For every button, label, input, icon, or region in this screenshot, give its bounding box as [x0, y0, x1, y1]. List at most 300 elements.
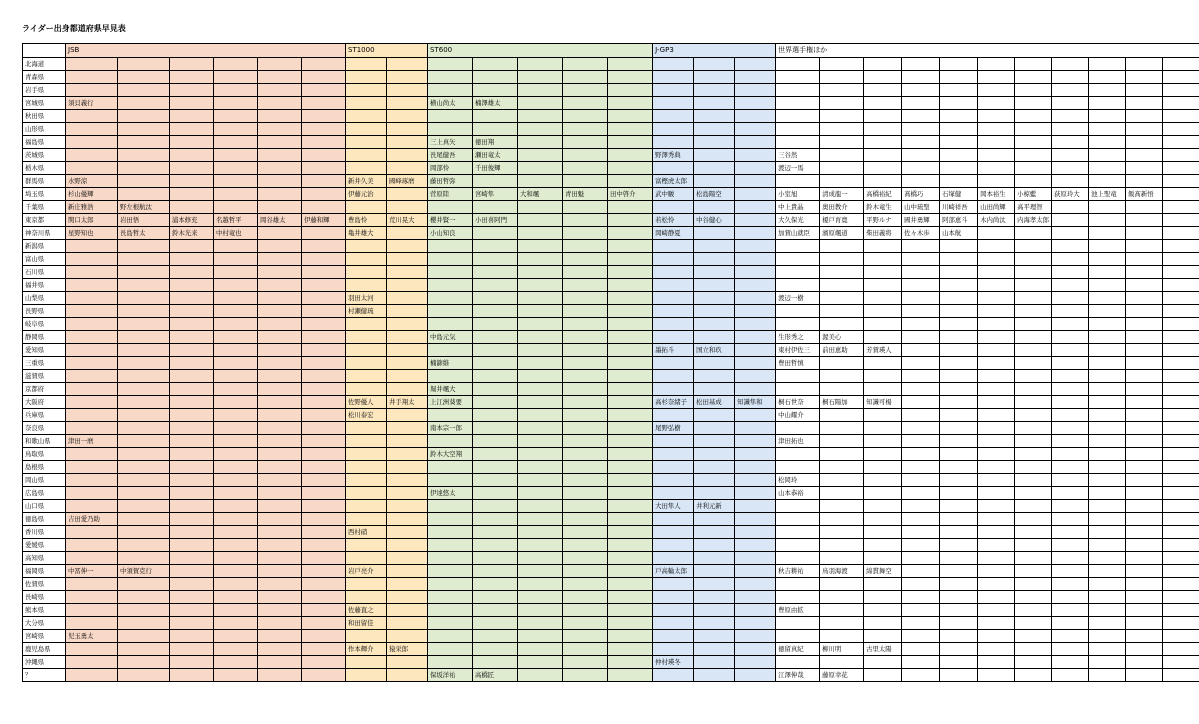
rider-cell	[1015, 253, 1052, 266]
rider-cell	[820, 500, 864, 513]
rider-cell	[735, 500, 776, 513]
rider-cell	[978, 71, 1015, 84]
rider-cell	[1089, 539, 1126, 552]
rider-cell	[563, 422, 608, 435]
rider-cell	[214, 565, 258, 578]
rider-cell	[608, 409, 653, 422]
rider-cell	[302, 201, 346, 214]
rider-cell	[735, 227, 776, 240]
rider-cell	[940, 513, 978, 526]
rider-cell	[170, 513, 214, 526]
rider-cell	[214, 240, 258, 253]
rider-cell: 桐石世奈	[776, 396, 820, 409]
prefecture-cell: 滋賀県	[23, 370, 66, 383]
rider-cell	[902, 175, 940, 188]
rider-cell	[118, 552, 170, 565]
rider-cell	[258, 513, 302, 526]
rider-cell	[214, 487, 258, 500]
rider-cell: 名越哲平	[214, 214, 258, 227]
rider-cell	[387, 461, 428, 474]
rider-cell	[735, 552, 776, 565]
prefecture-cell: 岐阜県	[23, 318, 66, 331]
rider-cell	[864, 253, 902, 266]
rider-cell: 藤原幸花	[820, 669, 864, 682]
rider-cell	[258, 279, 302, 292]
rider-cell	[258, 630, 302, 643]
rider-cell	[170, 357, 214, 370]
rider-cell	[978, 565, 1015, 578]
rider-cell	[563, 292, 608, 305]
rider-cell	[66, 58, 118, 71]
rider-cell	[1126, 513, 1163, 526]
rider-cell	[346, 591, 387, 604]
rider-cell	[776, 266, 820, 279]
table-row	[23, 500, 1199, 513]
rider-cell	[563, 591, 608, 604]
rider-cell	[1015, 162, 1052, 175]
rider-cell	[258, 305, 302, 318]
rider-cell	[214, 513, 258, 526]
rider-cell	[902, 461, 940, 474]
rider-cell	[735, 604, 776, 617]
rider-cell	[608, 162, 653, 175]
rider-cell	[694, 84, 735, 97]
rider-cell	[1089, 383, 1126, 396]
prefecture-cell: 奈良県	[23, 422, 66, 435]
rider-cell	[302, 227, 346, 240]
rider-cell	[170, 552, 214, 565]
rider-cell	[170, 331, 214, 344]
rider-cell	[1126, 240, 1163, 253]
rider-cell	[1163, 292, 1199, 305]
rider-cell	[258, 422, 302, 435]
table-row	[23, 214, 1199, 227]
rider-cell	[978, 513, 1015, 526]
rider-cell	[820, 630, 864, 643]
rider-cell	[1163, 253, 1199, 266]
table-row	[23, 201, 1199, 214]
rider-cell	[518, 656, 563, 669]
rider-cell	[735, 331, 776, 344]
rider-cell	[1052, 461, 1089, 474]
rider-cell: 尾野弘樹	[653, 422, 694, 435]
rider-cell	[387, 565, 428, 578]
rider-cell	[346, 318, 387, 331]
table-row	[23, 630, 1199, 643]
rider-cell	[1089, 461, 1126, 474]
rider-cell	[473, 357, 518, 370]
rider-cell	[214, 266, 258, 279]
rider-cell	[66, 331, 118, 344]
rider-cell	[1089, 240, 1126, 253]
rider-cell	[428, 253, 473, 266]
rider-cell	[302, 565, 346, 578]
rider-cell	[820, 266, 864, 279]
rider-cell	[735, 71, 776, 84]
rider-cell	[170, 110, 214, 123]
rider-cell: 石塚健	[940, 188, 978, 201]
rider-cell	[428, 578, 473, 591]
table-row	[23, 97, 1199, 110]
rider-cell	[735, 149, 776, 162]
rider-cell	[473, 539, 518, 552]
rider-cell	[978, 643, 1015, 656]
rider-cell	[258, 409, 302, 422]
rider-cell	[118, 71, 170, 84]
header-row	[23, 44, 1199, 58]
rider-cell	[978, 344, 1015, 357]
rider-cell	[653, 643, 694, 656]
rider-cell	[1089, 110, 1126, 123]
rider-cell	[1052, 305, 1089, 318]
rider-cell	[66, 110, 118, 123]
rider-cell	[518, 474, 563, 487]
rider-cell	[258, 162, 302, 175]
rider-cell	[66, 240, 118, 253]
table-row	[23, 461, 1199, 474]
rider-cell	[694, 383, 735, 396]
rider-cell	[1126, 279, 1163, 292]
rider-cell	[735, 669, 776, 682]
rider-cell	[940, 266, 978, 279]
rider-cell	[118, 149, 170, 162]
rider-cell	[735, 175, 776, 188]
rider-cell	[776, 383, 820, 396]
rider-cell	[473, 84, 518, 97]
prefecture-cell: 香川県	[23, 526, 66, 539]
rider-cell	[518, 552, 563, 565]
rider-cell	[518, 396, 563, 409]
rider-cell	[735, 279, 776, 292]
prefecture-cell: 鳥取県	[23, 448, 66, 461]
series-header: J-GP3	[653, 44, 776, 58]
rider-cell	[518, 266, 563, 279]
table-row	[23, 539, 1199, 552]
rider-cell	[518, 149, 563, 162]
rider-cell	[1015, 565, 1052, 578]
rider-cell	[563, 84, 608, 97]
rider-cell	[902, 110, 940, 123]
prefecture-cell: 大阪府	[23, 396, 66, 409]
rider-cell	[258, 669, 302, 682]
rider-cell	[1126, 136, 1163, 149]
rider-cell	[387, 266, 428, 279]
rider-cell	[1015, 318, 1052, 331]
rider-cell	[902, 565, 940, 578]
rider-cell	[776, 240, 820, 253]
rider-cell	[387, 227, 428, 240]
rider-cell: 前田恵助	[820, 344, 864, 357]
rider-cell	[735, 578, 776, 591]
rider-cell: 南本宗一郎	[428, 422, 473, 435]
prefecture-cell: 愛媛県	[23, 539, 66, 552]
prefecture-cell: 秋田県	[23, 110, 66, 123]
rider-cell	[428, 461, 473, 474]
rider-cell	[735, 487, 776, 500]
rider-cell	[735, 565, 776, 578]
rider-cell	[1015, 474, 1052, 487]
rider-cell	[170, 643, 214, 656]
rider-cell: 和田留佳	[346, 617, 387, 630]
rider-cell	[940, 175, 978, 188]
prefecture-cell: 兵庫県	[23, 409, 66, 422]
rider-cell: 浦本修充	[170, 214, 214, 227]
rider-cell	[302, 84, 346, 97]
rider-cell	[214, 578, 258, 591]
rider-cell	[694, 71, 735, 84]
rider-cell	[473, 552, 518, 565]
rider-cell	[387, 448, 428, 461]
rider-cell	[473, 565, 518, 578]
rider-cell	[608, 656, 653, 669]
rider-cell	[118, 656, 170, 669]
rider-cell	[694, 617, 735, 630]
rider-cell	[1126, 578, 1163, 591]
rider-cell	[563, 305, 608, 318]
rider-cell	[66, 474, 118, 487]
rider-cell	[978, 240, 1015, 253]
rider-cell	[608, 318, 653, 331]
rider-cell	[978, 110, 1015, 123]
rider-cell	[66, 149, 118, 162]
table-row	[23, 370, 1199, 383]
rider-cell	[118, 500, 170, 513]
rider-cell	[653, 318, 694, 331]
rider-cell: 中島元気	[428, 331, 473, 344]
rider-cell	[820, 136, 864, 149]
prefecture-cell: 長野県	[23, 305, 66, 318]
rider-cell	[653, 201, 694, 214]
rider-cell	[1015, 539, 1052, 552]
table-row	[23, 318, 1199, 331]
rider-cell	[902, 630, 940, 643]
rider-cell	[428, 370, 473, 383]
prefecture-cell: 高知県	[23, 552, 66, 565]
rider-cell	[940, 435, 978, 448]
rider-cell	[1089, 266, 1126, 279]
rider-cell	[1052, 591, 1089, 604]
rider-cell	[66, 383, 118, 396]
rider-cell	[864, 266, 902, 279]
rider-cell	[864, 435, 902, 448]
rider-cell	[66, 669, 118, 682]
rider-cell	[902, 162, 940, 175]
rider-cell	[118, 370, 170, 383]
rider-cell	[346, 240, 387, 253]
prefecture-cell: 福島県	[23, 136, 66, 149]
rider-cell: 國峰琢磨	[387, 175, 428, 188]
rider-cell	[170, 84, 214, 97]
rider-cell	[302, 487, 346, 500]
rider-cell	[735, 110, 776, 123]
rider-cell	[563, 136, 608, 149]
table-row	[23, 643, 1199, 656]
rider-cell	[118, 162, 170, 175]
rider-cell	[1015, 357, 1052, 370]
rider-cell	[1163, 97, 1199, 110]
rider-cell	[820, 474, 864, 487]
rider-cell	[473, 474, 518, 487]
rider-cell	[258, 331, 302, 344]
rider-cell	[820, 97, 864, 110]
rider-cell	[1126, 331, 1163, 344]
rider-cell	[1089, 630, 1126, 643]
rider-cell	[428, 266, 473, 279]
rider-cell	[735, 305, 776, 318]
rider-cell	[518, 305, 563, 318]
rider-cell	[694, 136, 735, 149]
rider-cell	[346, 669, 387, 682]
prefecture-cell: 長崎県	[23, 591, 66, 604]
rider-cell	[1089, 396, 1126, 409]
rider-cell	[214, 279, 258, 292]
rider-cell	[1163, 617, 1199, 630]
rider-cell: 高平理智	[1015, 201, 1052, 214]
rider-cell	[694, 578, 735, 591]
rider-cell	[346, 539, 387, 552]
rider-cell	[1163, 71, 1199, 84]
rider-cell: 保坂洋祐	[428, 669, 473, 682]
table-row	[23, 149, 1199, 162]
rider-cell	[428, 58, 473, 71]
rider-cell	[1163, 240, 1199, 253]
rider-cell	[518, 409, 563, 422]
rider-cell	[473, 370, 518, 383]
rider-cell: 中村竜也	[214, 227, 258, 240]
rider-cell	[387, 474, 428, 487]
rider-cell	[1089, 305, 1126, 318]
rider-cell	[1163, 383, 1199, 396]
rider-cell	[978, 227, 1015, 240]
rider-cell	[170, 71, 214, 84]
rider-cell	[302, 110, 346, 123]
rider-cell	[735, 58, 776, 71]
rider-cell	[66, 357, 118, 370]
rider-cell	[608, 500, 653, 513]
rider-cell	[1015, 591, 1052, 604]
rider-cell: 西村硝	[346, 526, 387, 539]
rider-cell	[387, 318, 428, 331]
rider-cell	[473, 513, 518, 526]
prefecture-cell: 北海道	[23, 58, 66, 71]
rider-cell	[653, 474, 694, 487]
rider-cell	[1052, 214, 1089, 227]
rider-cell	[694, 357, 735, 370]
rider-cell: 豊原由拡	[776, 604, 820, 617]
rider-cell	[473, 656, 518, 669]
series-header: ST600	[428, 44, 653, 58]
rider-cell	[1126, 396, 1163, 409]
rider-cell	[1163, 149, 1199, 162]
rider-cell	[428, 604, 473, 617]
rider-cell	[346, 435, 387, 448]
rider-cell	[1015, 149, 1052, 162]
rider-cell	[902, 643, 940, 656]
rider-cell	[1163, 370, 1199, 383]
rider-cell	[66, 656, 118, 669]
rider-cell	[66, 500, 118, 513]
rider-cell	[1126, 435, 1163, 448]
rider-cell	[118, 357, 170, 370]
table-row	[23, 617, 1199, 630]
rider-cell: 上江洲葵要	[428, 396, 473, 409]
rider-cell	[653, 305, 694, 318]
rider-cell	[864, 461, 902, 474]
rider-cell	[118, 591, 170, 604]
rider-cell	[694, 305, 735, 318]
rider-cell	[118, 305, 170, 318]
rider-cell	[1015, 461, 1052, 474]
rider-cell	[1163, 630, 1199, 643]
rider-cell: 山本恭裕	[776, 487, 820, 500]
rider-cell	[428, 591, 473, 604]
rider-cell: 松岡玲	[776, 474, 820, 487]
rider-cell	[902, 253, 940, 266]
rider-cell	[346, 513, 387, 526]
rider-cell	[864, 162, 902, 175]
table-row	[23, 396, 1199, 409]
rider-cell	[1052, 513, 1089, 526]
rider-cell	[518, 253, 563, 266]
rider-cell	[1015, 656, 1052, 669]
rider-cell	[978, 500, 1015, 513]
rider-cell	[978, 422, 1015, 435]
rider-cell	[473, 305, 518, 318]
table-row	[23, 162, 1199, 175]
prefecture-cell: 福岡県	[23, 565, 66, 578]
prefecture-cell: 東京都	[23, 214, 66, 227]
rider-cell	[1126, 71, 1163, 84]
rider-cell	[1052, 630, 1089, 643]
rider-cell	[66, 409, 118, 422]
rider-cell	[1126, 487, 1163, 500]
rider-cell: 新井久美	[346, 175, 387, 188]
rider-cell	[1052, 58, 1089, 71]
rider-cell	[258, 448, 302, 461]
rider-cell	[940, 305, 978, 318]
rider-cell	[694, 58, 735, 71]
rider-cell	[864, 500, 902, 513]
table-row	[23, 435, 1199, 448]
rider-cell	[428, 201, 473, 214]
rider-cell	[735, 370, 776, 383]
rider-cell	[563, 344, 608, 357]
rider-cell	[1089, 214, 1126, 227]
rider-cell	[1052, 487, 1089, 500]
rider-cell	[1089, 84, 1126, 97]
rider-cell	[387, 526, 428, 539]
rider-cell: 藤田哲弥	[428, 175, 473, 188]
rider-cell: 青田魁	[563, 188, 608, 201]
rider-cell	[214, 201, 258, 214]
rider-cell	[940, 383, 978, 396]
rider-cell	[214, 344, 258, 357]
rider-cell	[1052, 539, 1089, 552]
rider-cell	[118, 292, 170, 305]
rider-cell	[1126, 409, 1163, 422]
rider-cell	[1126, 383, 1163, 396]
rider-cell	[214, 604, 258, 617]
rider-cell	[387, 357, 428, 370]
rider-cell	[387, 110, 428, 123]
rider-cell: 吉田愛乃助	[66, 513, 118, 526]
rider-cell: 桐石陽加	[820, 396, 864, 409]
rider-cell	[940, 97, 978, 110]
rider-cell	[518, 227, 563, 240]
rider-cell	[387, 305, 428, 318]
rider-cell	[258, 136, 302, 149]
rider-cell	[118, 448, 170, 461]
